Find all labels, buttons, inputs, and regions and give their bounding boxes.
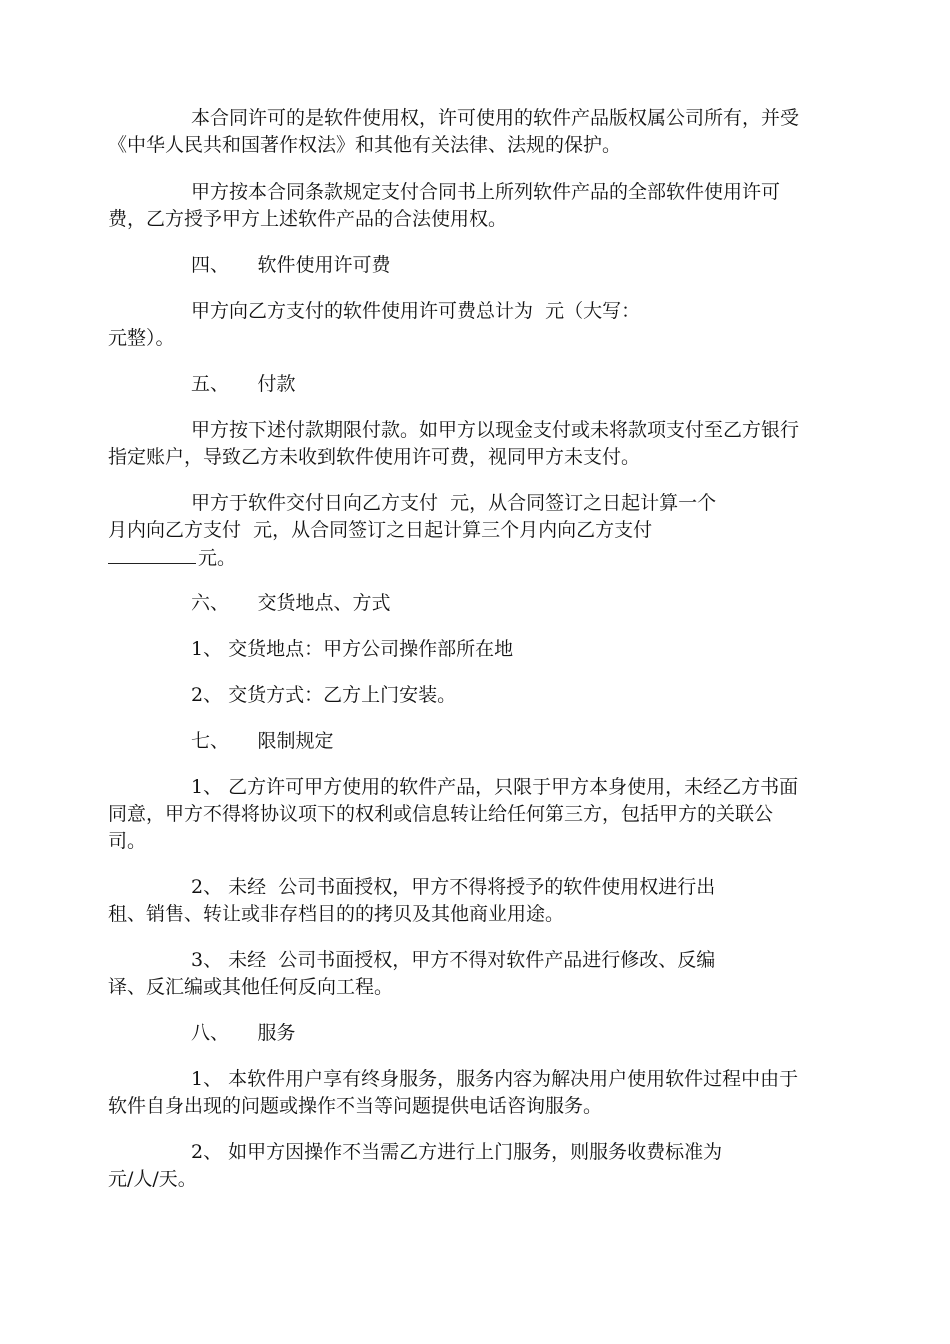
paragraph-license-grant-line1: 甲方按本合同条款规定支付合同书上所列软件产品的全部软件使用许可 [191,181,781,203]
section-heading-service: 八、 服务 [191,1022,296,1044]
paragraph-license-grant-line2: 费，乙方授予甲方上述软件产品的合法使用权。 [108,208,508,230]
paragraph-license-scope-line2: 《中华人民共和国著作权法》和其他有关法律、法规的保护。 [108,134,622,156]
paragraph-license-scope-line1: 本合同许可的是软件使用权，许可使用的软件产品版权属公司所有，并受 [191,107,800,129]
restriction-1-line1: 1、 乙方许可甲方使用的软件产品，只限于甲方本身使用，未经乙方书面 [191,776,799,798]
restriction-1-line3: 司。 [108,830,147,852]
paragraph-payment-schedule-line2: 月内向乙方支付 元，从合同签订之日起计算三个月内向乙方支付 [108,519,653,541]
paragraph-fee-total-line2: 元整）。 [108,327,175,349]
service-2-line1: 2、 如甲方因操作不当需乙方进行上门服务，则服务收费标准为 [191,1141,723,1163]
service-1-line1: 1、 本软件用户享有终身服务，服务内容为解决用户使用软件过程中由于 [191,1068,799,1090]
section-heading-restrictions: 七、 限制规定 [191,730,334,752]
paragraph-payment-terms-line2: 指定账户，导致乙方未收到软件使用许可费，视同甲方未支付。 [108,446,641,468]
delivery-method-item: 2、 交货方式：乙方上门安装。 [191,684,457,706]
restriction-1-line2: 同意，甲方不得将协议项下的权利或信息转让给任何第三方，包括甲方的关联公 [108,803,774,825]
delivery-location-item: 1、 交货地点：甲方公司操作部所在地 [191,638,514,660]
restriction-3-line2: 译、反汇编或其他任何反向工程。 [108,976,394,998]
restriction-3-line1: 3、 未经 公司书面授权，甲方不得对软件产品进行修改、反编 [191,949,716,971]
section-heading-delivery: 六、 交货地点、方式 [191,592,391,614]
blank-amount-underline [108,545,196,564]
amount-unit-text: 元。 [198,547,237,569]
section-heading-license-fee: 四、 软件使用许可费 [191,254,391,276]
paragraph-fee-total-line1: 甲方向乙方支付的软件使用许可费总计为 元（大写： [191,300,641,322]
paragraph-payment-terms-line1: 甲方按下述付款期限付款。如甲方以现金支付或未将款项支付至乙方银行 [191,419,800,441]
restriction-2-line2: 租、销售、转让或非存档目的的拷贝及其他商业用途。 [108,903,565,925]
restriction-2-line1: 2、 未经 公司书面授权，甲方不得将授予的软件使用权进行出 [191,876,716,898]
service-1-line2: 软件自身出现的问题或操作不当等问题提供电话咨询服务。 [108,1095,603,1117]
section-heading-payment: 五、 付款 [191,373,296,395]
service-2-line2: 元/人/天。 [108,1168,197,1190]
paragraph-payment-schedule-line1: 甲方于软件交付日向乙方支付 元，从合同签订之日起计算一个 [191,492,717,514]
paragraph-payment-schedule-line3 [108,545,236,570]
